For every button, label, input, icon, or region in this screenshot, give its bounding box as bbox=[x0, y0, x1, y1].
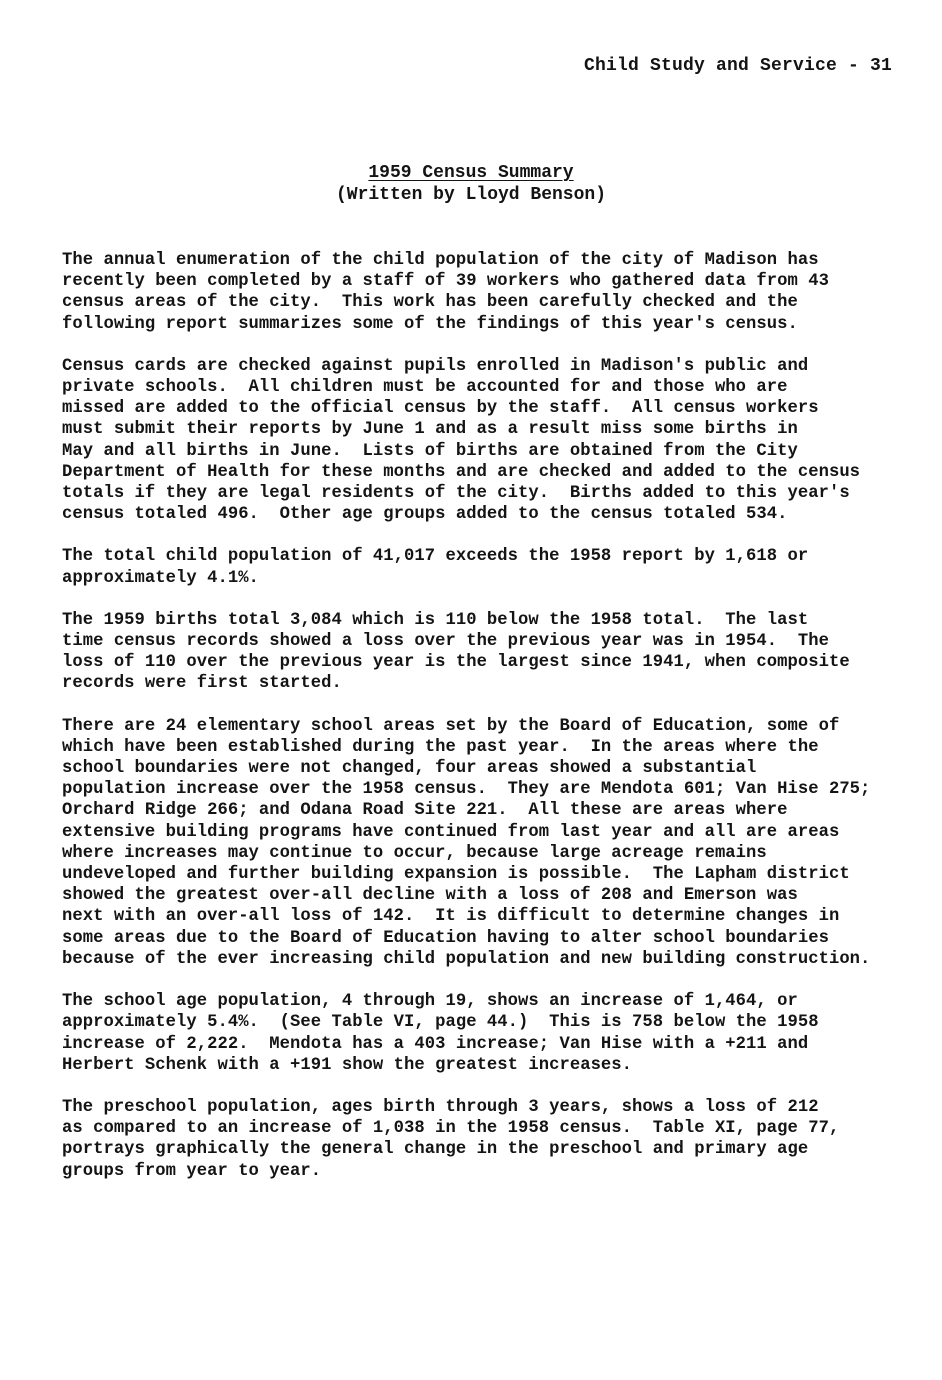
text-line: Herbert Schenk with a +191 show the greatest increases. bbox=[62, 1055, 633, 1075]
text-line: census totaled 496. Other age groups added to the census totaled 534. bbox=[62, 505, 788, 525]
text-line: The 1959 births total 3,084 which is 110 below the 1958 total. The last bbox=[62, 610, 809, 630]
text-line: because of the ever increasing child population and new building construction. bbox=[62, 949, 871, 969]
text-line: as compared to an increase of 1,038 in the 1958 census. Table XI, page 77, bbox=[62, 1119, 840, 1139]
text-line: increase of 2,222. Mendota has a 403 increase; Van Hise with a +211 and bbox=[62, 1034, 809, 1054]
text-line: May and all births in June. Lists of births are obtained from the City bbox=[62, 441, 798, 461]
text-line: Orchard Ridge 266; and Odana Road Site 221. All these are areas where bbox=[62, 801, 788, 821]
paragraph-4 bbox=[62, 610, 907, 695]
text-line: population increase over the 1958 census. They are Mendota 601; Van Hise 275; bbox=[62, 780, 871, 800]
text-line: time census records showed a loss over the previous year was in 1954. The bbox=[62, 632, 829, 652]
text-line: approximately 4.1%. bbox=[62, 568, 259, 588]
text-line: missed are added to the official census by the staff. All census workers bbox=[62, 399, 819, 419]
text-line: approximately 5.4%. (See Table VI, page 44.) This is 758 below the 1958 bbox=[62, 1013, 819, 1033]
text-line: census areas of the city. This work has been carefully checked and the bbox=[62, 293, 798, 313]
running-header: Child Study and Service - 31 bbox=[583, 56, 892, 76]
text-line: records were first started. bbox=[62, 674, 342, 694]
text-line: where increases may continue to occur, because large acreage remains bbox=[62, 843, 767, 863]
text-line: showed the greatest over-all decline with a loss of 208 and Emerson was bbox=[62, 886, 798, 906]
text-line: The annual enumeration of the child population of the city of Madison has bbox=[62, 251, 819, 270]
text-line: extensive building programs have continued from last year and all are areas bbox=[62, 822, 840, 842]
text-line: The preschool population, ages birth through 3 years, shows a loss of 212 bbox=[62, 1097, 819, 1117]
text-line: groups from year to year. bbox=[62, 1161, 322, 1181]
text-line: school boundaries were not changed, four areas showed a substantial bbox=[62, 759, 757, 779]
text-line: portrays graphically the general change in the preschool and primary age bbox=[62, 1140, 809, 1160]
paragraph-1 bbox=[62, 250, 907, 335]
text-line: totals if they are legal residents of the city. Births added to this year's bbox=[62, 484, 850, 504]
text-line: The school age population, 4 through 19, shows an increase of 1,464, or bbox=[62, 992, 798, 1012]
text-line: undeveloped and further building expansion is possible. The Lapham district bbox=[62, 865, 850, 885]
text-line: recently been completed by a staff of 39 workers who gathered data from 43 bbox=[62, 272, 829, 292]
paragraph-3 bbox=[62, 546, 907, 588]
text-line: next with an over-all loss of 142. It is difficult to determine changes in bbox=[62, 907, 840, 927]
text-line: The total child population of 41,017 exceeds the 1958 report by 1,618 or bbox=[62, 547, 809, 567]
paragraph-6 bbox=[62, 991, 907, 1076]
text-line: must submit their reports by June 1 and as a result miss some births in bbox=[62, 420, 798, 440]
document-byline: (Written by Lloyd Benson) bbox=[335, 185, 607, 205]
paragraph-5 bbox=[62, 716, 907, 970]
text-line: some areas due to the Board of Education having to alter school boundaries bbox=[62, 928, 829, 948]
document-title: 1959 Census Summary bbox=[368, 163, 574, 183]
text-line: Department of Health for these months and are checked and added to the census bbox=[62, 462, 861, 482]
text-line: loss of 110 over the previous year is the largest since 1941, when composite bbox=[62, 653, 850, 673]
text-line: private schools. All children must be accounted for and those who are bbox=[62, 378, 788, 398]
text-line: following report summarizes some of the findings of this year's census. bbox=[62, 314, 798, 334]
text-line: which have been established during the past year. In the areas where the bbox=[62, 737, 819, 757]
paragraph-7 bbox=[62, 1097, 907, 1182]
text-line: There are 24 elementary school areas set by the Board of Education, some of bbox=[62, 716, 840, 736]
title-block bbox=[0, 162, 942, 206]
body-text bbox=[62, 250, 907, 1203]
text-line: Census cards are checked against pupils enrolled in Madison's public and bbox=[62, 356, 809, 376]
paragraph-2 bbox=[62, 356, 907, 526]
